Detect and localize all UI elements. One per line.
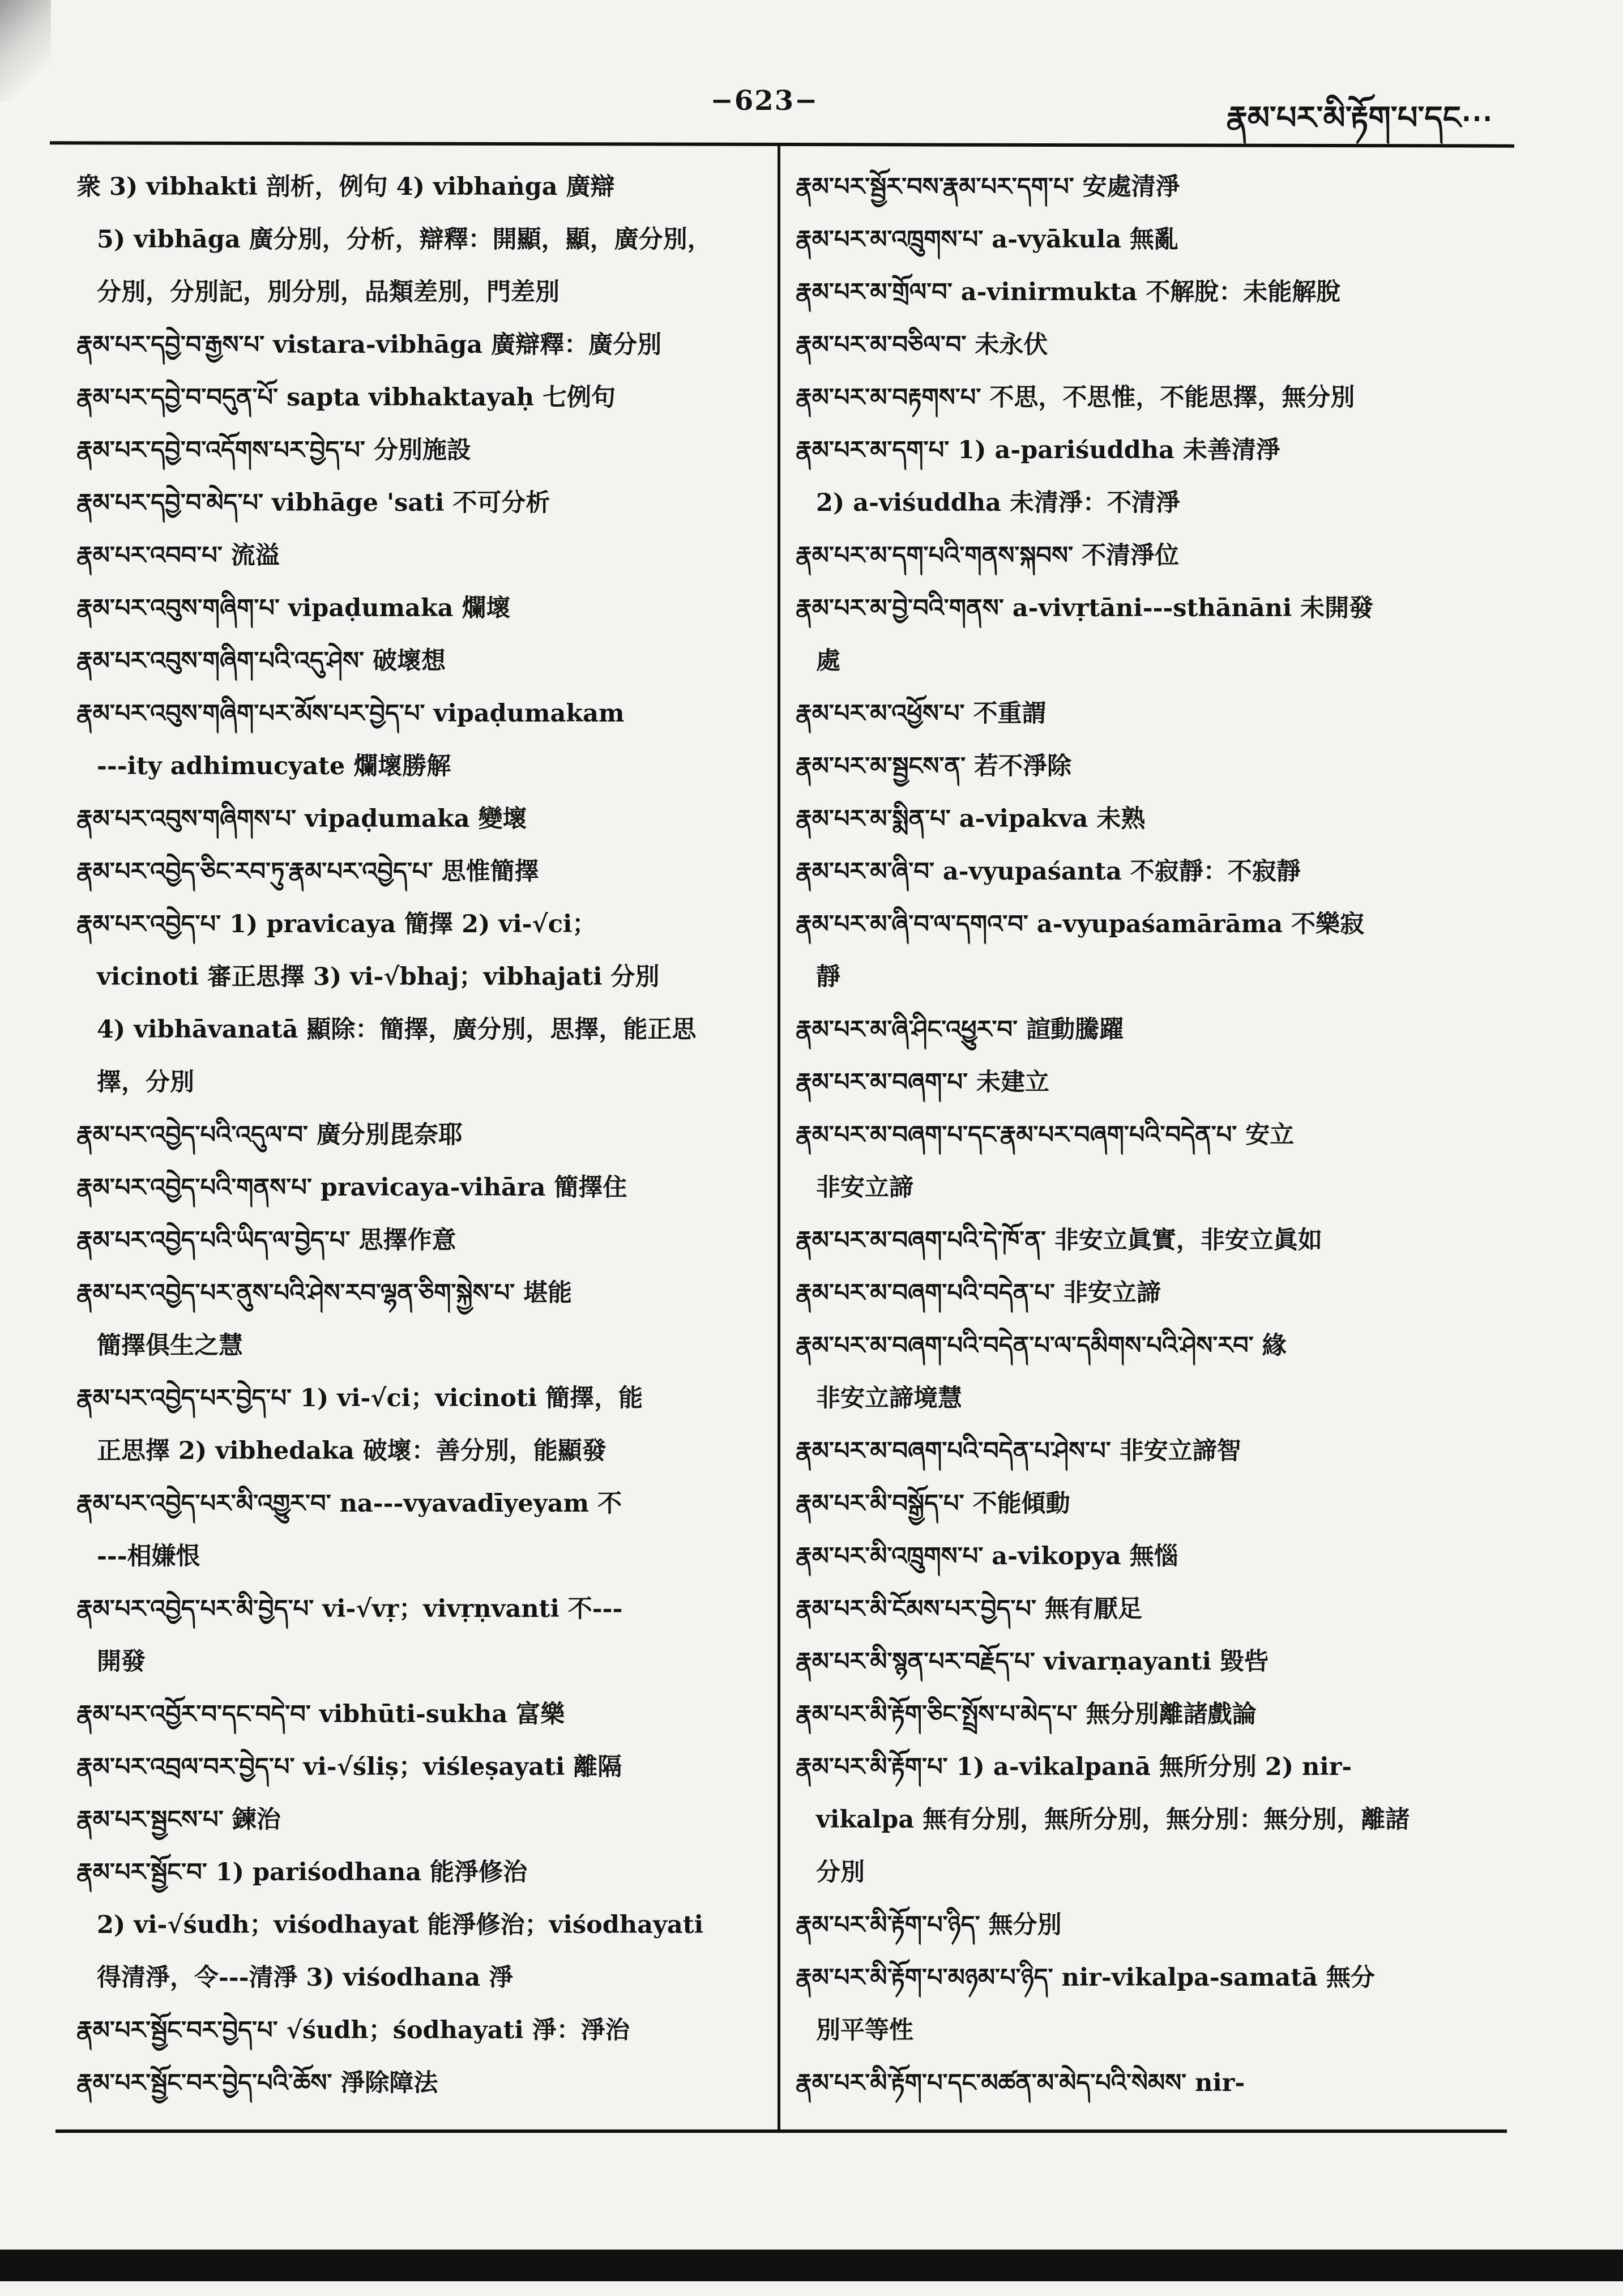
dictionary-entry-line: 5) vibhāga 廣分別，分析，辯釋：開顯，顯，廣分別， [97, 225, 712, 254]
dictionary-entry-line: རྣམ་པར་མི་རྟོག་པ་ཉིད་ 無分別 [796, 1911, 1062, 1939]
dictionary-entry-line: རྣམ་པར་འབྱེད་པར་མི་བྱེད་པ་ vi-√vṛ；vivṛṇvanti 不--- [76, 1595, 623, 1623]
dictionary-entry-line: རྣམ་པར་འབྱེད་ཅིང་རབ་ཏུ་རྣམ་པར་འབྱེད་པ་ 思惟簡擇 [76, 857, 539, 886]
dictionary-entry-line: 處 [816, 647, 840, 675]
dictionary-entry-line: རྣམ་པར་མ་བརྟགས་པ་ 不思，不思惟，不能思擇，無分別 [796, 383, 1355, 412]
right-column [796, 161, 1495, 2110]
dictionary-entry-line: vicinoti 審正思擇 3) vi-√bhaj；vibhajati 分別 [97, 963, 660, 991]
dictionary-entry-line: རྣམ་པར་དབྱེ་བ་མེད་པ་ vibhāge 'sati 不可分析 [76, 489, 550, 517]
dictionary-entry-line: རྣམ་པར་མ་སྨིན་པ་ a-vipakva 未熟 [796, 805, 1146, 833]
dictionary-entry-line: vikalpa 無有分別，無所分別，無分別：無分別，離諸 [816, 1806, 1410, 1834]
dictionary-entry-line: 正思擇 2) vibhedaka 破壞：善分別，能顯發 [97, 1437, 607, 1465]
dictionary-entry-line: རྣམ་པར་མི་རྟོག་པ་དང་མཚན་མ་མེད་པའི་སེམས་ nir- [796, 2069, 1245, 2097]
dictionary-entry-line: རྣམ་པར་སྦྱོར་བས་རྣམ་པར་དག་པ་ 安處清淨 [796, 173, 1180, 201]
dictionary-entry-line: རྣམ་པར་འབྱོར་བ་དང་བདེ་བ་ vibhūti-sukha 富樂 [76, 1700, 565, 1729]
dictionary-entry-line: རྣམ་པར་མ་འཁྲུགས་པ་ a-vyākula 無亂 [796, 225, 1179, 254]
dictionary-entry-line: རྣམ་པར་མ་བྱེ་བའི་གནས་ a-vivṛtāni---sthānāni 未開發 [796, 594, 1374, 622]
dictionary-entry-line: རྣམ་པར་སྦྱངས་པ་ 鍊治 [76, 1806, 281, 1834]
dictionary-entry-line: རྣམ་པར་འབྱེད་པར་བྱེད་པ་ 1) vi-√ci；vicinoti 簡擇，能 [76, 1384, 643, 1412]
dictionary-entry-line: རྣམ་པར་འབུས་གཞིགས་པ་ vipaḍumaka 變壞 [76, 805, 527, 833]
dictionary-entry-line: རྣམ་པར་མ་སྦྱངས་ན་ 若不淨除 [796, 752, 1072, 780]
dictionary-entry-line: 靜 [816, 963, 840, 991]
dictionary-entry-line: རྣམ་པར་འབུས་གཞིག་པར་མོས་པར་བྱེད་པ་ vipaḍumakam [76, 699, 625, 728]
dictionary-entry-line: རྣམ་པར་མི་སྙན་པར་བརྗོད་པ་ vivarṇayanti 毀呰 [796, 1648, 1268, 1676]
dictionary-entry-line: 簡擇俱生之慧 [97, 1331, 243, 1360]
scan-edge-bar [0, 2250, 1623, 2281]
dictionary-entry-line: 分別，分別記，別分別，品類差別，門差別 [97, 278, 559, 306]
dictionary-entry-line: རྣམ་པར་འབུས་གཞིག་པའི་འདུ་ཤེས་ 破壞想 [76, 647, 446, 675]
dictionary-entry-line: རྣམ་པར་མི་ངོམས་པར་བྱེད་པ་ 無有厭足 [796, 1595, 1142, 1623]
dictionary-entry-line: རྣམ་པར་མ་དག་པའི་གནས་སྐབས་ 不清淨位 [796, 541, 1179, 570]
dictionary-entry-line: རྣམ་པར་མ་བཞག་པ་དང་རྣམ་པར་བཞག་པའི་བདེན་པ་ 安立 [796, 1121, 1295, 1149]
dictionary-entry-line: རྣམ་པར་མ་བཞག་པ་ 未建立 [796, 1068, 1050, 1096]
dictionary-entry-line: 分別 [816, 1858, 865, 1887]
dictionary-entry-line: རྣམ་པར་དབྱེ་བ་རྒྱས་པ་ vistara-vibhāga 廣辯釋：廣分別 [76, 331, 662, 359]
dictionary-entry-line: 得清淨，令---清淨 3) viśodhana 淨 [97, 1964, 514, 1992]
dictionary-entry-line: རྣམ་པར་མ་ཞི་བ་ལ་དགའ་བ་ a-vyupaśamārāma 不樂寂 [796, 910, 1365, 938]
dictionary-entry-line: རྣམ་པར་མ་བཞག་པའི་བདེན་པ་ཤེས་པ་ 非安立諦智 [796, 1437, 1241, 1465]
dictionary-entry-line: 開發 [97, 1648, 146, 1676]
dictionary-entry-line: རྣམ་པར་འབྱེད་པ་ 1) pravicaya 簡擇 2) vi-√ci； [76, 910, 597, 938]
dictionary-entry-line: 非安立諦 [816, 1173, 913, 1202]
dictionary-entry-line: རྣམ་པར་འབྱེད་པའི་གནས་པ་ pravicaya-vihāra 簡擇住 [76, 1173, 627, 1202]
dictionary-entry-line: 2) a-viśuddha 未清淨：不清淨 [816, 489, 1180, 517]
dictionary-entry-line: རྣམ་པར་མི་བསྒྱོད་པ་ 不能傾動 [796, 1490, 1070, 1518]
dictionary-entry-line: རྣམ་པར་འབྱེད་པར་མི་འགྱུར་བ་ na---vyavadīyeyam 不 [76, 1490, 622, 1518]
dictionary-entry-line: རྣམ་པར་མ་ཞི་ཤིང་འཕྱུར་བ་ 諠動騰躍 [796, 1015, 1124, 1044]
dictionary-entry-line: 別平等性 [816, 2016, 913, 2045]
dictionary-entry-line: རྣམ་པར་འབྲལ་བར་བྱེད་པ་ vi-√śliṣ；viśleṣayati 離隔 [76, 1753, 622, 1781]
dictionary-entry-line: 擇，分別 [97, 1068, 194, 1096]
dictionary-entry-line: རྣམ་པར་དབྱེ་བ་འདོགས་པར་བྱེད་པ་ 分別施設 [76, 436, 471, 464]
dictionary-entry-line: རྣམ་པར་མི་རྟོག་པ་མཉམ་པ་ཉིད་ nir-vikalpa-samatā 無分 [796, 1964, 1375, 1992]
dictionary-entry-line: རྣམ་པར་མ་བཞག་པའི་བདེན་པ་ལ་དམིགས་པའི་ཤེས་རབ་ 緣 [796, 1331, 1287, 1360]
dictionary-entry-line: རྣམ་པར་དབྱེ་བ་བདུན་པོ་ sapta vibhaktayaḥ 七例句 [76, 383, 616, 412]
dictionary-entry-line: རྣམ་པར་མི་འཁྲུགས་པ་ a-vikopya 無惱 [796, 1542, 1178, 1571]
dictionary-entry-line: རྣམ་པར་མ་ཞི་བ་ a-vyupaśanta 不寂靜：不寂靜 [796, 857, 1301, 886]
dictionary-entry-line: རྣམ་པར་སྦྱོང་བར་བྱེད་པ་ √śudh；śodhayati 淨：淨治 [76, 2016, 630, 2045]
footer-rule [55, 2129, 1507, 2133]
dictionary-entry-line: ---相嫌恨 [97, 1542, 200, 1571]
dictionary-entry-line: 非安立諦境慧 [816, 1384, 962, 1412]
dictionary-entry-line: རྣམ་པར་འབྱེད་པར་ནུས་པའི་ཤེས་རབ་ལྷན་ཅིག་སྐྱེས་པ་ 堪能 [76, 1279, 573, 1307]
dictionary-entry-line: རྣམ་པར་འབུས་གཞིག་པ་ vipaḍumaka 爛壞 [76, 594, 511, 622]
dictionary-entry-line: རྣམ་པར་འབབ་པ་ 流溢 [76, 541, 280, 570]
left-column [76, 161, 762, 2110]
dictionary-entry-line: ---ity adhimucyate 爛壞勝解 [97, 752, 451, 780]
dictionary-entry-line: རྣམ་པར་འབྱེད་པའི་འདུལ་བ་ 廣分別毘奈耶 [76, 1121, 463, 1149]
dictionary-entry-line: རྣམ་པར་མ་བཅིལ་བ་ 未永伏 [796, 331, 1048, 359]
dictionary-entry-line: རྣམ་པར་མི་རྟོག་ཅིང་སྤྲོས་པ་མེད་པ་ 無分別離諸戲論 [796, 1700, 1257, 1729]
dictionary-entry-line: རྣམ་པར་མ་དག་པ་ 1) a-pariśuddha 未善清淨 [796, 436, 1280, 464]
dictionary-entry-line: 2) vi-√śudh；viśodhayat 能淨修治；viśodhayati [97, 1911, 703, 1939]
dictionary-entry-line: རྣམ་པར་འབྱེད་པའི་ཡིད་ལ་བྱེད་པ་ 思擇作意 [76, 1226, 456, 1254]
dictionary-entry-line: 衆 3) vibhakti 剖析，例句 4) vibhaṅga 廣辯 [76, 173, 615, 201]
dictionary-entry-line: རྣམ་པར་མ་གྲོལ་བ་ a-vinirmukta 不解脫：未能解脫 [796, 278, 1341, 306]
dictionary-entry-line: རྣམ་པར་མི་རྟོག་པ་ 1) a-vikalpanā 無所分別 2) nir- [796, 1753, 1352, 1781]
dictionary-entry-line: རྣམ་པར་སྦྱོང་བ་ 1) pariśodhana 能淨修治 [76, 1858, 528, 1887]
column-divider [778, 145, 780, 2131]
scan-artifact [0, 0, 51, 102]
dictionary-entry-line: 4) vibhāvanatā 顯除：簡擇，廣分別，思擇，能正思 [97, 1015, 697, 1044]
dictionary-entry-line: རྣམ་པར་མ་བཞག་པའི་བདེན་པ་ 非安立諦 [796, 1279, 1161, 1307]
dictionary-entry-line: རྣམ་པར་མ་བཞག་པའི་དེ་ཁོ་ན་ 非安立眞實，非安立眞如 [796, 1226, 1322, 1254]
dictionary-entry-line: རྣམ་པར་མ་འཕྱོས་པ་ 不重謂 [796, 699, 1047, 728]
running-head: རྣམ་པར་མི་རྟོག་པ་དང⋯ [1226, 99, 1493, 136]
page-number: −623− [710, 85, 819, 117]
dictionary-entry-line: རྣམ་པར་སྦྱོང་བར་བྱེད་པའི་ཆོས་ 淨除障法 [76, 2069, 438, 2097]
